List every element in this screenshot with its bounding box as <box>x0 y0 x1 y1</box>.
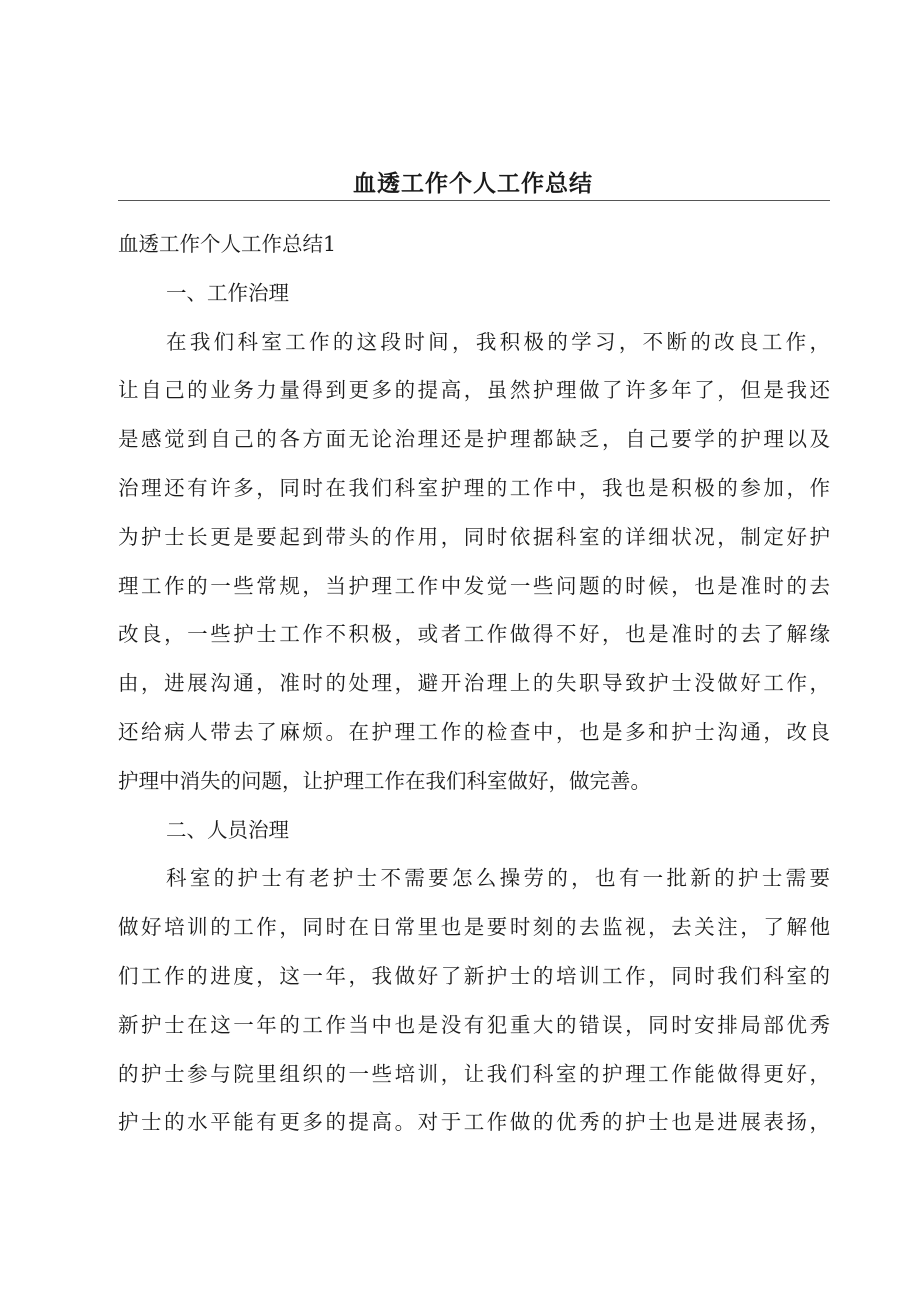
document-title: 血透工作个人工作总结 <box>353 171 593 197</box>
paragraph-line: 做好培训的工作，同时在日常里也是要时刻的去监视，去关注，了解他 <box>118 915 830 940</box>
paragraph-line: 是感觉到自己的各方面无论治理还是护理都缺乏，自己要学的护理以及 <box>118 427 830 452</box>
paragraph-line: 治理还有许多，同时在我们科室护理的工作中，我也是积极的参加，作 <box>118 475 830 500</box>
paragraph-line: 科室的护士有老护士不需要怎么操劳的，也有一批新的护士需要 <box>166 866 830 891</box>
document-subtitle: 血透工作个人工作总结1 <box>118 232 337 256</box>
paragraph-line: 护士的水平能有更多的提高。对于工作做的优秀的护士也是进展表扬， <box>118 1110 830 1135</box>
paragraph-line: 新护士在这一年的工作当中也是没有犯重大的错误，同时安排局部优秀 <box>118 1012 830 1037</box>
paragraph-line: 由，进展沟通，准时的处理，避开治理上的失职导致护士没做好工作， <box>118 671 830 696</box>
paragraph-line: 还给病人带去了麻烦。在护理工作的检查中，也是多和护士沟通，改良 <box>118 719 830 744</box>
paragraph-line: 改良，一些护士工作不积极，或者工作做得不好，也是准时的去了解缘 <box>118 622 830 647</box>
section-heading-staff-management: 二、人员治理 <box>166 817 289 842</box>
paragraph-line: 为护士长更是要起到带头的作用，同时依据科室的详细状况，制定好护 <box>118 524 830 549</box>
paragraph-line: 让自己的业务力量得到更多的提高，虽然护理做了许多年了，但是我还 <box>118 378 830 403</box>
paragraph-line: 护理中消失的问题，让护理工作在我们科室做好，做完善。 <box>118 768 651 793</box>
paragraph-line: 们工作的进度，这一年，我做好了新护士的培训工作，同时我们科室的 <box>118 963 830 988</box>
title-underline <box>118 200 830 201</box>
document-body <box>118 220 830 1147</box>
paragraph-line: 的护士参与院里组织的一些培训，让我们科室的护理工作能做得更好， <box>118 1061 830 1086</box>
paragraph-line: 理工作的一些常规，当护理工作中发觉一些问题的时候，也是准时的去 <box>118 573 830 598</box>
paragraph-line: 在我们科室工作的这段时间，我积极的学习，不断的改良工作， <box>166 329 830 354</box>
section-heading-work-management: 一、工作治理 <box>166 280 289 305</box>
